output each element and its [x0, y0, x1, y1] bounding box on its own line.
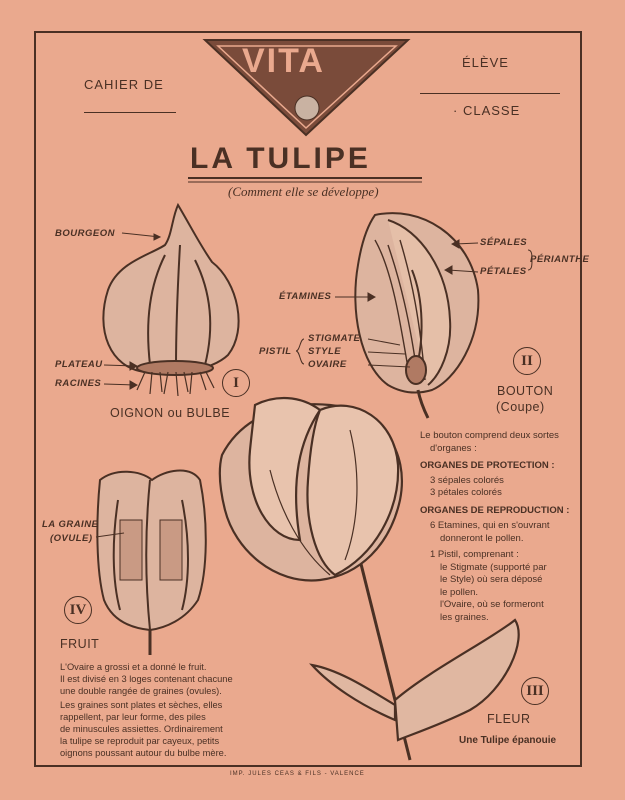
protection-item-2: 3 pétales colorés	[430, 487, 502, 498]
classe-label: · CLASSE	[453, 103, 521, 118]
fruit-text-line: de minuscules assiettes. Ordinairement	[60, 723, 223, 734]
reproduction-item-1b: donneront le pollen.	[440, 532, 524, 544]
flower-caption: FLEUR	[487, 712, 531, 726]
fruit-text-line: Les graines sont plates et sèches, elles	[60, 700, 223, 711]
reproduction-item-1a: 6 Etamines, qui en s'ouvrant	[430, 520, 550, 531]
reproduction-item-2d: le pollen.	[440, 586, 479, 598]
reproduction-item-2f: les graines.	[440, 611, 489, 623]
reproduction-item-2c: le Style) où sera déposé	[440, 574, 543, 585]
fruit-text-line: L'Ovaire a grossi et a donné le fruit.	[60, 662, 207, 672]
printer-footer: IMP. JULES CEAS & FILS - VALENCE	[230, 771, 365, 777]
etamines-label: ÉTAMINES	[279, 291, 332, 302]
brand-logo: VITA	[242, 42, 325, 80]
bud-intro-line1: Le bouton comprend deux sortes	[420, 430, 559, 441]
eleve-line	[420, 93, 560, 94]
number-badge-iv: IV	[64, 596, 92, 624]
bud-description	[420, 430, 580, 624]
cahier-label: CAHIER DE	[84, 77, 164, 92]
bud-caption: BOUTON	[497, 384, 554, 398]
perianthe-label: PÉRIANTHE	[530, 254, 590, 265]
number-badge-i: I	[222, 369, 250, 397]
fruit-text-line: oignons poussant autour du bulbe mère.	[60, 747, 227, 758]
eleve-label: ÉLÈVE	[462, 55, 509, 70]
stigmate-label: STIGMATE	[308, 333, 361, 344]
petales-label: PÉTALES	[480, 266, 527, 277]
number-badge-iii: III	[521, 677, 549, 705]
page-title: LA TULIPE	[190, 142, 371, 175]
page-subtitle: (Comment elle se développe)	[228, 184, 379, 199]
style-label: STYLE	[308, 346, 342, 357]
protection-heading: ORGANES DE PROTECTION :	[420, 460, 555, 471]
fruit-text-line: une double rangée de graines (ovules).	[60, 685, 222, 696]
fruit-text-line: la tulipe se reproduit par cayeux, petits	[60, 735, 220, 746]
graine-label: LA GRAINE	[42, 519, 99, 530]
ovaire-label: OVAIRE	[308, 359, 347, 370]
fruit-text-line: Il est divisé en 3 loges contenant chacune	[60, 673, 233, 684]
bourgeon-label: BOURGEON	[55, 228, 115, 239]
bud-intro-line2: d'organes :	[430, 442, 477, 454]
classe-text: CLASSE	[462, 103, 521, 118]
reproduction-item-2a: 1 Pistil, comprenant :	[430, 549, 519, 560]
protection-item-1: 3 sépales colorés	[430, 474, 504, 486]
fruit-text-line: rappellent, par leur forme, des piles	[60, 712, 206, 723]
bud-caption-sub: (Coupe)	[496, 400, 545, 414]
sepales-label: SÉPALES	[480, 237, 528, 248]
fruit-caption: FRUIT	[60, 637, 100, 651]
cahier-line	[84, 112, 176, 113]
reproduction-item-2b: le Stigmate (supporté par	[440, 561, 547, 573]
racines-label: RACINES	[55, 378, 102, 389]
fruit-description	[60, 662, 270, 759]
fruit-drawing	[97, 471, 205, 655]
reproduction-heading: ORGANES DE REPRODUCTION :	[420, 504, 570, 516]
flower-subcaption: Une Tulipe épanouie	[459, 735, 557, 746]
reproduction-item-2e: l'Ovaire, où se formeront	[440, 599, 544, 610]
pistil-label: PISTIL	[259, 346, 292, 357]
number-badge-ii: II	[513, 347, 541, 375]
plateau-label: PLATEAU	[55, 359, 103, 370]
bulb-caption: OIGNON ou BULBE	[110, 406, 231, 420]
ovule-label: (OVULE)	[50, 533, 93, 544]
